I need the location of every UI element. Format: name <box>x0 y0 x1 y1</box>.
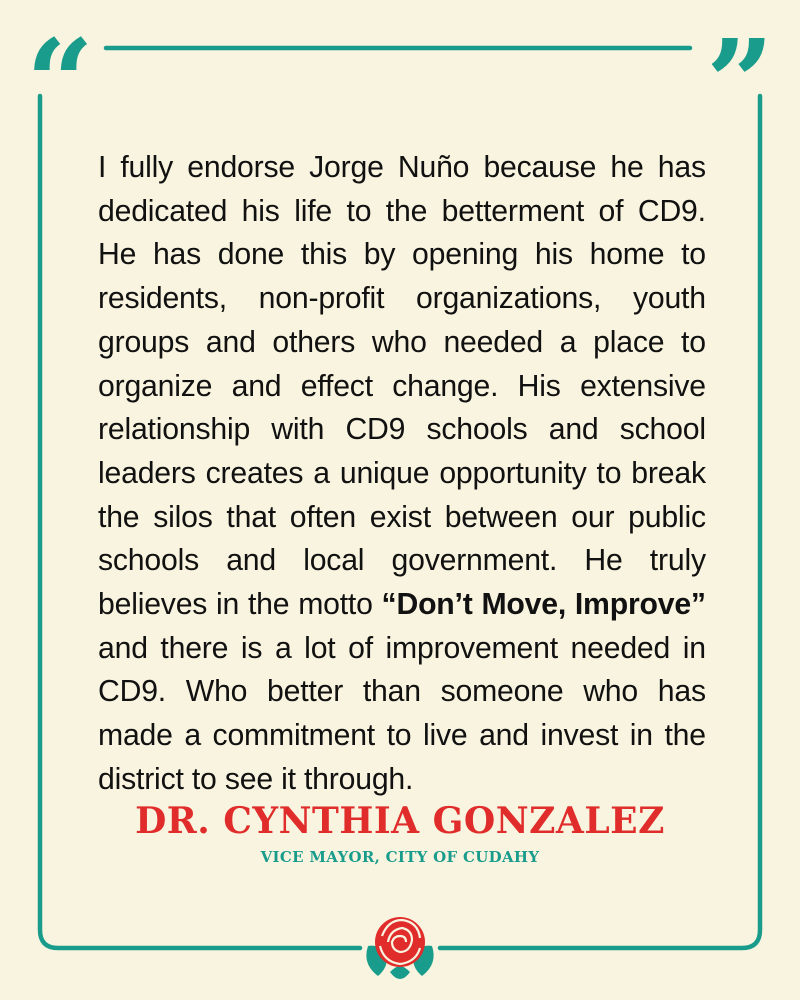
author-title: VICE MAYOR, CITY OF CUDAHY <box>260 848 540 866</box>
quote-text-after: and there is a lot of improvement needed in CD9. Who better than someone who has made a commitment to live and invest in the district to see it through. <box>98 630 706 796</box>
open-quote-mark: “ <box>26 13 94 152</box>
close-quote-mark: ” <box>706 13 774 152</box>
endorsement-quote <box>98 146 706 802</box>
quote-text-before: I fully endorse Jorge Nuño because he has dedicated his life to the betterment of CD9. He has done this by opening his home to residents, non-profit organizations, youth groups and others who needed a place to organize and effect change. His extensive relationship with CD9 schools and school leaders creates a unique opportunity to break the silos that often exist between our public schools and local government. He truly believes in the motto <box>98 150 706 622</box>
rose-icon <box>360 906 440 986</box>
author-name: DR. CYNTHIA GONZALEZ <box>135 800 665 842</box>
quote-motto: “Don’t Move, Improve” <box>381 587 706 622</box>
